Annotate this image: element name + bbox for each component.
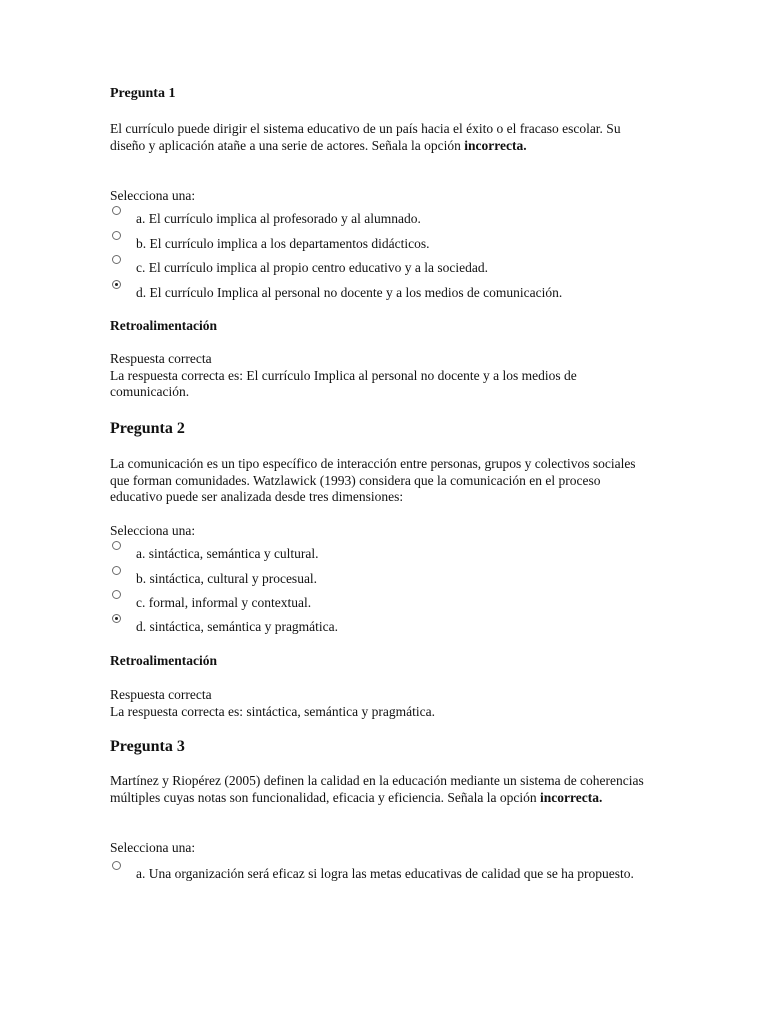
option-label: b. El currículo implica a los departamentos didácticos.	[136, 236, 430, 251]
question-1-select-label: Selecciona una:	[110, 188, 196, 203]
question-2-feedback-title: Retroalimentación	[110, 653, 217, 668]
radio-button-icon[interactable]	[112, 861, 121, 870]
feedback-answer: La respuesta correcta es: sintáctica, semántica y pragmática.	[110, 703, 435, 719]
question-2-title: Pregunta 2	[110, 420, 185, 437]
radio-button-icon[interactable]	[112, 231, 121, 240]
question-1-feedback	[110, 351, 655, 401]
feedback-answer: La respuesta correcta es: El currículo Implica al personal no docente y a los medios de comunicación.	[110, 367, 577, 399]
option-label: a. El currículo implica al profesorado y al alumnado.	[136, 211, 421, 226]
radio-button-icon[interactable]	[112, 255, 121, 264]
question-3-select-label: Selecciona una:	[110, 840, 196, 855]
question-2-text: La comunicación es un tipo específico de interacción entre personas, grupos y colectivos sociales que forman comunidades. Watzlawick (1993) considera que la comunicación en el proceso educativo puede ser analizada desde tres dimensiones:	[110, 456, 636, 504]
radio-button-icon[interactable]	[112, 566, 121, 575]
question-1-option-c[interactable]	[110, 259, 670, 277]
question-1-title: Pregunta 1	[110, 86, 176, 101]
question-3-option-a[interactable]	[110, 865, 670, 882]
option-label: c. El currículo implica al propio centro educativo y a la sociedad.	[136, 260, 488, 275]
question-2-option-a[interactable]	[110, 545, 670, 563]
radio-button-checked-icon[interactable]	[112, 280, 121, 289]
question-1-feedback-title: Retroalimentación	[110, 318, 217, 333]
question-2-option-d[interactable]	[110, 618, 670, 636]
question-3-text	[110, 773, 650, 806]
radio-button-icon[interactable]	[112, 541, 121, 550]
option-label: c. formal, informal y contextual.	[136, 595, 312, 610]
question-2-option-b[interactable]	[110, 570, 670, 588]
question-3-text-emphasis: incorrecta.	[539, 789, 603, 805]
question-1-text	[110, 121, 650, 154]
radio-button-icon[interactable]	[112, 206, 121, 215]
question-1-option-a[interactable]	[110, 210, 670, 228]
option-label: a. Una organización será eficaz si logra las metas educativas de calidad que se ha propuesto.	[136, 866, 634, 881]
question-1-option-d[interactable]	[110, 284, 670, 302]
question-1-text-main: El currículo puede dirigir el sistema educativo de un país hacia el éxito o el fracaso escolar. Su diseño y aplicación atañe a una serie de actores. Señala la opción	[110, 121, 621, 153]
question-1-option-b[interactable]	[110, 235, 670, 253]
question-2-option-c[interactable]	[110, 594, 670, 612]
radio-button-icon[interactable]	[112, 590, 121, 599]
option-label: a. sintáctica, semántica y cultural.	[136, 546, 319, 561]
question-2-feedback	[110, 687, 655, 720]
feedback-status: Respuesta correcta	[110, 687, 212, 702]
question-2-select-label: Selecciona una:	[110, 523, 196, 538]
option-label: d. El currículo Implica al personal no docente y a los medios de comunicación.	[136, 285, 563, 300]
option-label: b. sintáctica, cultural y procesual.	[136, 571, 318, 586]
question-3-text-main: Martínez y Riopérez (2005) definen la calidad en la educación mediante un sistema de coherencias múltiples cuyas notas son funcionalidad, eficacia y eficiencia. Señala la opción	[110, 773, 644, 805]
radio-button-checked-icon[interactable]	[112, 614, 121, 623]
option-label: d. sintáctica, semántica y pragmática.	[136, 619, 339, 634]
question-1-text-emphasis: incorrecta.	[464, 137, 527, 153]
feedback-status: Respuesta correcta	[110, 351, 212, 366]
question-3-title: Pregunta 3	[110, 738, 185, 755]
